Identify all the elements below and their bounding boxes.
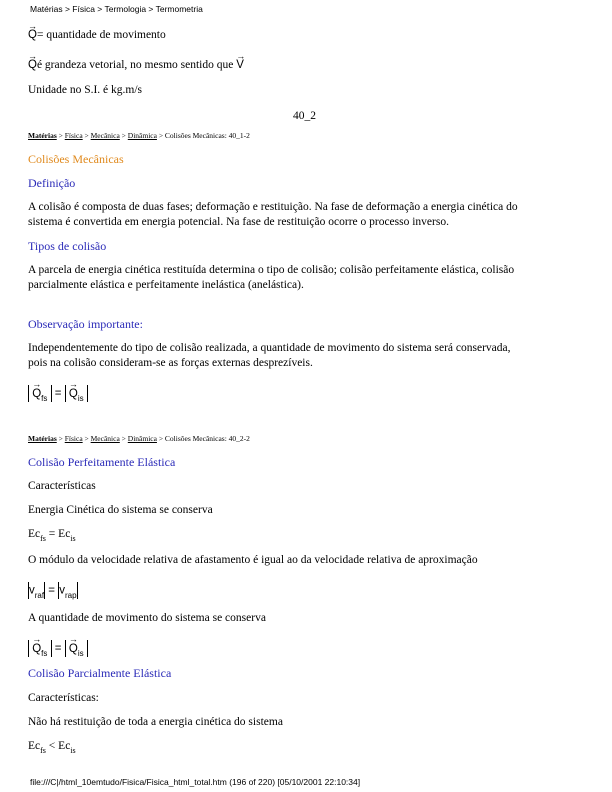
page-number: 40_2: [293, 110, 316, 122]
bc2-link-fisica[interactable]: Física: [64, 434, 83, 443]
obs-line-1: Independentemente do tipo de colisão realizada, a quantidade de movimento do sistema será conservada,: [28, 342, 511, 354]
bc-current: Colisões Mecânicas: 40_1-2: [164, 131, 250, 140]
section2-breadcrumb: Matérias > Física > Mecânica > Dinâmica > Colisões Mecânicas: 40_2-2: [28, 434, 250, 443]
unit-text: Unidade no S.I. é kg.m/s: [28, 84, 143, 96]
q-vector-symbol: → Q: [28, 28, 37, 43]
bc-link-fisica[interactable]: Física: [64, 131, 83, 140]
obs-line-2: pois na colisão consideram-se as forças externas desprezíveis.: [28, 357, 313, 369]
momentum-equation-1: → $Q_{fs}$ = → $Q_{is}$: [28, 385, 88, 402]
bc2-link-mecanica[interactable]: Mecânica: [90, 434, 120, 443]
bc2-link-materias[interactable]: Matérias: [28, 434, 57, 443]
q-vector-symbol-2: → Q: [28, 58, 37, 73]
eq1-q-initial: → Q: [69, 388, 78, 400]
bc-link-mecanica[interactable]: Mecânica: [90, 131, 120, 140]
v-vector-symbol: → V: [236, 58, 244, 73]
bc2-link-dinamica[interactable]: Dinâmica: [127, 434, 157, 443]
section1-breadcrumb: Matérias > Física > Mecânica > Dinâmica > Colisões Mecânicas: 40_1-2: [28, 131, 250, 140]
heading-definicao: Definição: [28, 176, 76, 190]
heading-observacao: Observação importante:: [28, 317, 143, 331]
eq2-q-final: → Q: [32, 643, 41, 655]
momentum-equation-2: → $Q_{fs}$ = → $Q_{is}$: [28, 640, 88, 657]
tipos-line-2: parcialmente elástica e perfeitamente inelástica (anelástica).: [28, 279, 304, 291]
q-vector-line: [28, 58, 244, 73]
definicao-line-1: A colisão é composta de duas fases; deformação e restituição. Na fase de deformação a energia cinética do: [28, 201, 518, 213]
heading-tipos: Tipos de colisão: [28, 239, 107, 253]
q-definition-line: [28, 28, 166, 43]
bc-link-dinamica[interactable]: Dinâmica: [127, 131, 157, 140]
heading-parcialmente-elastica: Colisão Parcialmente Elástica: [28, 666, 172, 680]
caracteristicas-label: Características: [28, 480, 96, 492]
velocity-equation: $v_{raf} = v_{rap}$: [28, 582, 78, 599]
section-title-colisoes: Colisões Mecânicas: [28, 152, 124, 166]
definicao-line-2: sistema é convertida em energia potencial. Na fase de restituição ocorre o processo inverso.: [28, 216, 449, 228]
modulo-text: O módulo da velocidade relativa de afastamento é igual ao da velocidade relativa de aproximação: [28, 554, 478, 566]
heading-perfeitamente-elastica: Colisão Perfeitamente Elástica: [28, 455, 176, 469]
ec-inequality: $Ec_{fs} < Ec_{is}$: [28, 740, 76, 755]
caracteristicas2-label: Características:: [28, 692, 99, 704]
q-definition-text: = quantidade de movimento: [36, 29, 166, 41]
ec-equation: $Ec_{fs} = Ec_{is}$: [28, 528, 76, 543]
footer-file-path: file:///C|/html_10emtudo/Fisica/Fisica_html_total.htm (196 of 220) [05/10/2001 22:10:34]: [30, 777, 361, 787]
nao-restituicao-text: Não há restituição de toda a energia cinética do sistema: [28, 716, 283, 728]
qtd-conserva-text: A quantidade de movimento do sistema se conserva: [28, 612, 266, 624]
bc-link-materias[interactable]: Matérias: [28, 131, 57, 140]
eq1-q-final: → Q: [32, 388, 41, 400]
tipos-line-1: A parcela de energia cinética restituída determina o tipo de colisão; colisão perfeitamente elástica, colisão: [28, 264, 515, 276]
energia-conserva-text: Energia Cinética do sistema se conserva: [28, 504, 213, 516]
q-vector-text: é grandeza vetorial, no mesmo sentido que: [36, 59, 234, 71]
bc2-current: Colisões Mecânicas: 40_2-2: [164, 434, 250, 443]
eq2-q-initial: → Q: [69, 643, 78, 655]
page-header-breadcrumb: Matérias > Física > Termologia > Termometria: [30, 4, 203, 14]
